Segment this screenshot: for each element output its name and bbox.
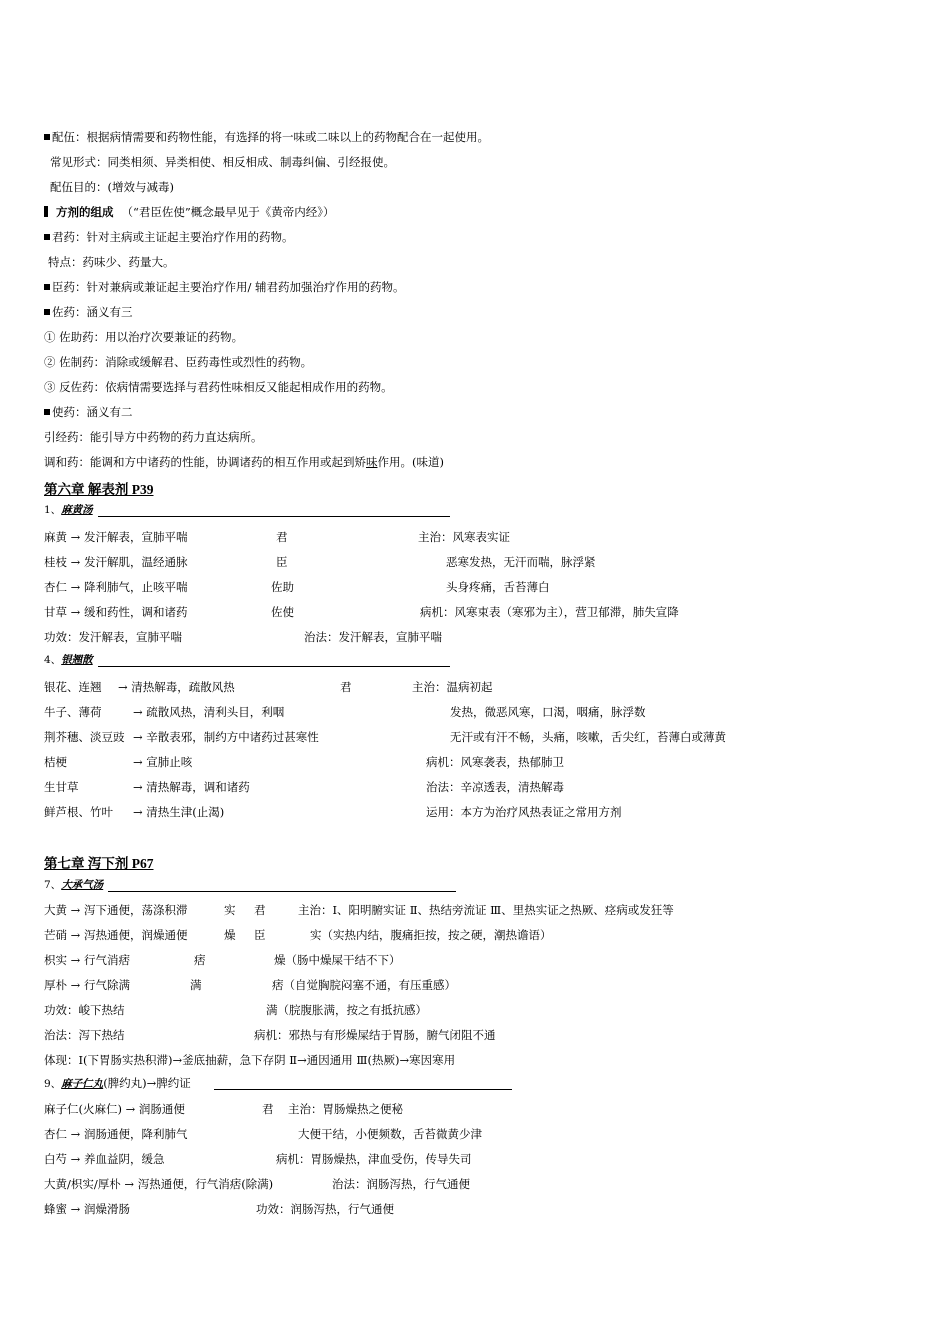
maziren-row-5-herb: 蜂蜜 → 润燥滑肠 (44, 1202, 130, 1216)
composition-title: 方剂的组成 (56, 205, 114, 219)
dachengqi-row-4-herb: 厚朴 → 行气除满 (44, 978, 130, 992)
tiaohe-text-b: 作用。(味道) (377, 455, 444, 469)
dachengqi-zhifa: 治法：泻下热结 (44, 1028, 125, 1042)
yinqiao-row-1-role: 君 (340, 680, 352, 694)
tiaohe-line (44, 455, 444, 469)
peiwu-line (44, 130, 489, 144)
section-number: 1、 (44, 504, 62, 516)
section-rule (214, 1089, 512, 1090)
dachengqi-row-3-note: 燥（肠中燥屎干结不下） (274, 953, 401, 967)
maziren-row-2-herb: 杏仁 → 润肠通便，降利肺气 (44, 1127, 188, 1141)
mahuang-row-3-role: 佐助 (271, 580, 294, 594)
square-bullet-icon (44, 234, 50, 240)
dachengqi-gongxiao: 功效：峻下热结 (44, 1003, 125, 1017)
mahuang-zhifa: 治法：发汗解表，宣肺平喘 (304, 630, 442, 644)
mahuang-row-2-note: 恶寒发热，无汗而喘，脉浮紧 (446, 555, 596, 569)
jun-line (44, 230, 294, 244)
section-number: 7、 (44, 879, 62, 891)
maziren-row-4-note: 治法：润肠泻热，行气通便 (332, 1177, 470, 1191)
chapter-7-title: 第七章 泻下剂 P67 (44, 856, 154, 871)
dachengqi-row-2-role: 臣 (254, 928, 266, 942)
maziren-row-4-herb: 大黄/枳实/厚朴 → 泻热通便，行气消痞(除满) (44, 1177, 274, 1191)
yinqiao-row-1-herb: 银花、连翘 (44, 680, 102, 694)
yinqiao-row-1-action: → 清热解毒，疏散风热 (118, 680, 235, 694)
maziren-row-1-herb: 麻子仁(火麻仁) → 润肠通便 (44, 1102, 185, 1116)
dachengqi-row-1-role: 君 (254, 903, 266, 917)
mahuang-gongxiao: 功效：发汗解表，宣肺平喘 (44, 630, 182, 644)
yinqiao-row-4-action: → 宣肺止咳 (133, 755, 193, 769)
dachengqi-row-1-note: 主治：Ⅰ、阳明腑实证 Ⅱ、热结旁流证 Ⅲ、里热实证之热厥、痉病或发狂等 (298, 903, 674, 917)
dachengqi-man-note: 满（脘腹胀满，按之有抵抗感） (266, 1003, 427, 1017)
mahuang-row-1-note: 主治：风寒表实证 (418, 530, 510, 544)
mahuang-row-2-role: 臣 (276, 555, 288, 569)
maziren-heading (44, 1077, 191, 1090)
composition-note: （“君臣佐使”概念最早见于《黄帝内经》） (121, 205, 335, 219)
yinqiao-row-3-action: → 辛散表邪，制约方中诸药过甚寒性 (133, 730, 319, 744)
maziren-row-3-note: 病机：胃肠燥热，津血受伤，传导失司 (276, 1152, 472, 1166)
square-bullet-icon (44, 309, 50, 315)
jun-feature-line: 特点：药味少、药量大。 (48, 255, 175, 269)
square-bullet-icon (44, 284, 50, 290)
zuo1-line: ① 佐助药：用以治疗次要兼证的药物。 (44, 330, 244, 344)
section-name: 大承气汤 (61, 879, 104, 891)
dachengqi-row-1-herb: 大黄 → 泻下通便，荡涤积滞 (44, 903, 188, 917)
tiaohe-text-a: 调和药：能调和方中诸药的性能，协调诸药的相互作用或起到矫 (44, 455, 366, 469)
yinqiao-row-6-action: → 清热生津(止渴) (133, 805, 225, 819)
yinqiao-row-5-herb: 生甘草 (44, 780, 79, 794)
composition-heading (44, 205, 335, 219)
shi-line (44, 405, 133, 419)
dachengqi-row-1-symptom: 实 (224, 903, 236, 917)
square-bullet-icon (44, 409, 50, 415)
section-rule (98, 666, 450, 667)
yinqiao-row-6-note: 运用：本方为治疗风热表证之常用方剂 (426, 805, 622, 819)
zuo2-line: ② 佐制药：消除或缓解君、臣药毒性或烈性的药物。 (44, 355, 313, 369)
yinqiao-row-4-herb: 桔梗 (44, 755, 67, 769)
yinqiao-row-2-herb: 牛子、薄荷 (44, 705, 102, 719)
mahuang-row-1-herb: 麻黄 → 发汗解表，宣肺平喘 (44, 530, 188, 544)
mahuang-row-1-role: 君 (276, 530, 288, 544)
bar-bullet-icon (44, 206, 48, 217)
yinqiao-row-3-herb: 荆芥穗、淡豆豉 (44, 730, 125, 744)
mahuang-row-3-note: 头身疼痛，舌苔薄白 (446, 580, 550, 594)
dachengqi-row-2-note: 实（实热内结，腹痛拒按，按之硬，潮热谵语） (310, 928, 552, 942)
section-name: 麻黄汤 (61, 504, 93, 516)
dachengqi-row-2-symptom: 燥 (224, 928, 236, 942)
dachengqi-bingji: 病机：邪热与有形燥屎结于胃肠，腑气闭阻不通 (254, 1028, 496, 1042)
purpose-line: 配伍目的：(增效与减毒) (50, 180, 174, 194)
square-bullet-icon (44, 134, 50, 140)
yinqiao-row-5-note: 治法：辛凉透表，清热解毒 (426, 780, 564, 794)
yinqiao-row-5-action: → 清热解毒，调和诸药 (133, 780, 250, 794)
dachengqi-tixian: 体现：Ⅰ(下胃肠实热积滞)→釜底抽薪，急下存阴 Ⅱ→通因通用 Ⅲ(热厥)→寒因寒用 (44, 1053, 456, 1067)
forms-line: 常见形式：同类相须、异类相使、相反相成、制毒纠偏、引经报使。 (50, 155, 395, 169)
section-rule (98, 516, 450, 517)
mahuang-row-4-role: 佐使 (271, 605, 294, 619)
section-number: 9、 (44, 1078, 62, 1090)
dachengqi-heading (44, 879, 103, 891)
chapter-6-title: 第六章 解表剂 P39 (44, 482, 154, 497)
yinqiao-row-1-note: 主治：温病初起 (412, 680, 493, 694)
chen-line (44, 280, 405, 294)
zuo-text: 佐药：涵义有三 (52, 305, 133, 319)
mahuang-row-4-note: 病机：风寒束表（寒邪为主），营卫郁滞，肺失宣降 (420, 605, 679, 619)
peiwu-text: 配伍：根据病情需要和药物性能，有选择的将一味或二味以上的药物配合在一起使用。 (52, 130, 489, 144)
zuo-line (44, 305, 133, 319)
section-rule (108, 891, 456, 892)
yinqiao-row-2-action: → 疏散风热，清利头目，利咽 (133, 705, 285, 719)
zuo3-line: ③ 反佐药：依病情需要选择与君药性味相反又能起相成作用的药物。 (44, 380, 393, 394)
dachengqi-row-3-herb: 枳实 → 行气消痞 (44, 953, 130, 967)
mahuang-row-2-herb: 桂枝 → 发汗解肌，温经通脉 (44, 555, 188, 569)
section-number: 4、 (44, 654, 62, 666)
section-suffix: (脾约丸)→脾约证 (103, 1076, 191, 1090)
section-name: 银翘散 (61, 654, 93, 666)
maziren-row-2-note: 大便干结，小便频数，舌苔微黄少津 (298, 1127, 482, 1141)
yinqiao-row-3-note: 无汗或有汗不畅，头痛，咳嗽，舌尖红，苔薄白或薄黄 (450, 730, 726, 744)
dachengqi-row-4-symptom: 满 (190, 978, 202, 992)
yinjing-line: 引经药：能引导方中药物的药力直达病所。 (44, 430, 263, 444)
section-name: 麻子仁丸 (61, 1078, 104, 1090)
tiaohe-underlined: 味 (366, 455, 378, 469)
yinqiao-row-2-note: 发热，微恶风寒，口渴，咽痛，脉浮数 (450, 705, 646, 719)
jun-text: 君药：针对主病或主证起主要治疗作用的药物。 (52, 230, 294, 244)
maziren-row-3-herb: 白芍 → 养血益阴，缓急 (44, 1152, 165, 1166)
shi-text: 使药：涵义有二 (52, 405, 133, 419)
mahuang-row-4-herb: 甘草 → 缓和药性，调和诸药 (44, 605, 188, 619)
yinqiao-row-4-note: 病机：风寒袭表，热郁肺卫 (426, 755, 564, 769)
mahuang-row-3-herb: 杏仁 → 降利肺气，止咳平喘 (44, 580, 188, 594)
yinqiao-row-6-herb: 鲜芦根、竹叶 (44, 805, 113, 819)
maziren-row-5-note: 功效：润肠泻热，行气通便 (256, 1202, 394, 1216)
yinqiao-heading (44, 654, 93, 666)
dachengqi-row-3-symptom: 痞 (194, 953, 206, 967)
maziren-row-1-role: 君 (262, 1102, 274, 1116)
dachengqi-row-2-herb: 芒硝 → 泻热通便，润燥通便 (44, 928, 188, 942)
chen-text: 臣药：针对兼病或兼证起主要治疗作用/ 辅君药加强治疗作用的药物。 (52, 280, 405, 294)
mahuang-heading (44, 504, 93, 516)
maziren-row-1-note: 主治：胃肠燥热之便秘 (288, 1102, 403, 1116)
dachengqi-row-4-note: 痞（自觉胸脘闷塞不通，有压重感） (272, 978, 456, 992)
